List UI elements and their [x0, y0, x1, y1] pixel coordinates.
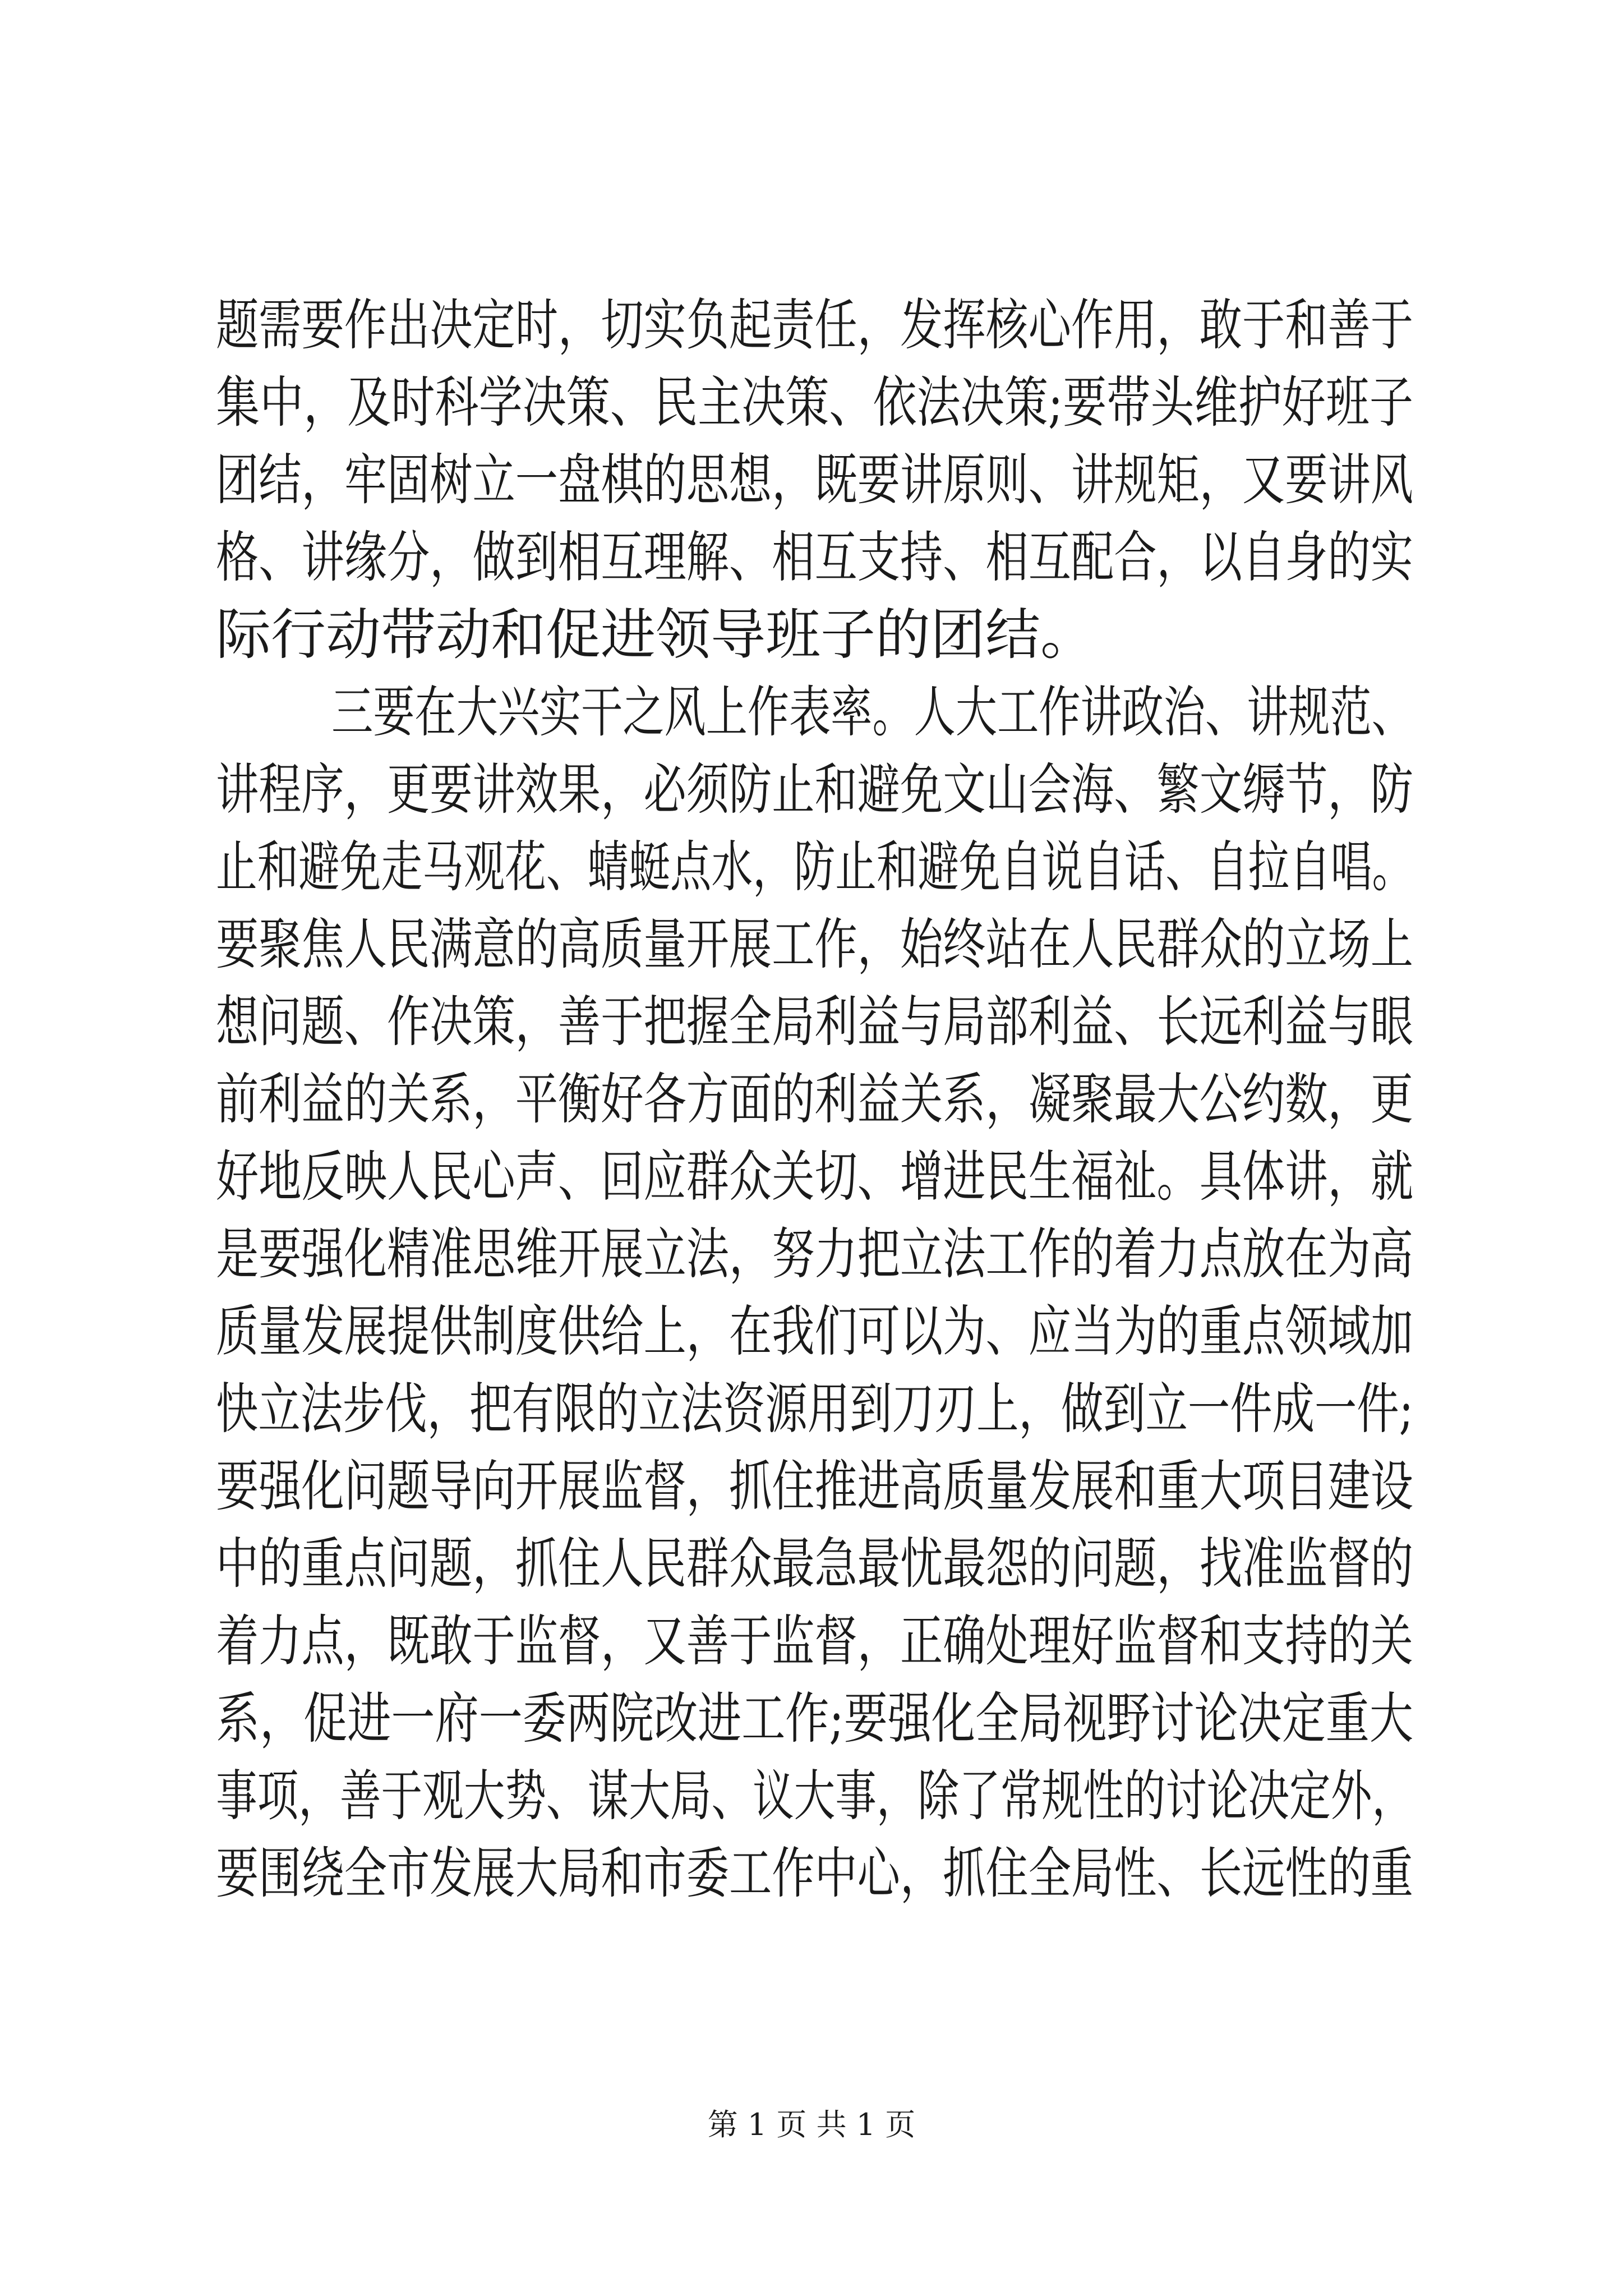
text-line: 要强化问题导向开展监督，抓住推进高质量发展和重大项目建设: [216, 1455, 1413, 1519]
text-line: 讲程序，更要讲效果，必须防止和避免文山会海、繁文缛节，防: [216, 758, 1413, 822]
text-line: 际行动带动和促进领导班子的团结。: [216, 603, 1096, 667]
text-line: 止和避免走马观花、蜻蜓点水，防止和避免自说自话、自拉自唱。: [216, 835, 1413, 899]
text-line: 系，促进一府一委两院改进工作;要强化全局视野讨论决定重大: [216, 1687, 1413, 1751]
text-line: 是要强化精准思维开展立法，努力把立法工作的着力点放在为高: [216, 1222, 1413, 1286]
paragraph-first-line: 三要在大兴实干之风上作表率。人大工作讲政治、讲规范、: [331, 680, 1413, 744]
text-line: 要围绕全市发展大局和市委工作中心，抓住全局性、长远性的重: [216, 1842, 1413, 1906]
text-line: 快立法步伐，把有限的立法资源用到刀刃上，做到立一件成一件;: [216, 1377, 1413, 1441]
text-line: 题需要作出决定时，切实负起责任，发挥核心作用，敢于和善于: [216, 293, 1413, 357]
text-line: 质量发展提供制度供给上，在我们可以为、应当为的重点领域加: [216, 1300, 1413, 1364]
text-line: 好地反映人民心声、回应群众关切、增进民生福祉。具体讲，就: [216, 1145, 1413, 1209]
text-line: 事项，善于观大势、谋大局、议大事，除了常规性的讨论决定外，: [216, 1764, 1413, 1828]
page-footer: 第 1 页 共 1 页: [707, 2107, 916, 2142]
text-line: 着力点，既敢于监督，又善于监督，正确处理好监督和支持的关: [216, 1609, 1413, 1673]
text-line: 中的重点问题，抓住人民群众最急最忧最怨的问题，找准监督的: [216, 1532, 1413, 1596]
text-line: 格、讲缘分，做到相互理解、相互支持、相互配合，以自身的实: [216, 526, 1413, 590]
text-line: 集中，及时科学决策、民主决策、依法决策;要带头维护好班子: [216, 371, 1413, 435]
text-line: 想问题、作决策，善于把握全局利益与局部利益、长远利益与眼: [216, 990, 1413, 1054]
text-line: 要聚焦人民满意的高质量开展工作，始终站在人民群众的立场上: [216, 913, 1413, 977]
text-line: 前利益的关系，平衡好各方面的利益关系，凝聚最大公约数，更: [216, 1068, 1413, 1131]
text-line: 团结，牢固树立一盘棋的思想，既要讲原则、讲规矩，又要讲风: [216, 448, 1413, 512]
